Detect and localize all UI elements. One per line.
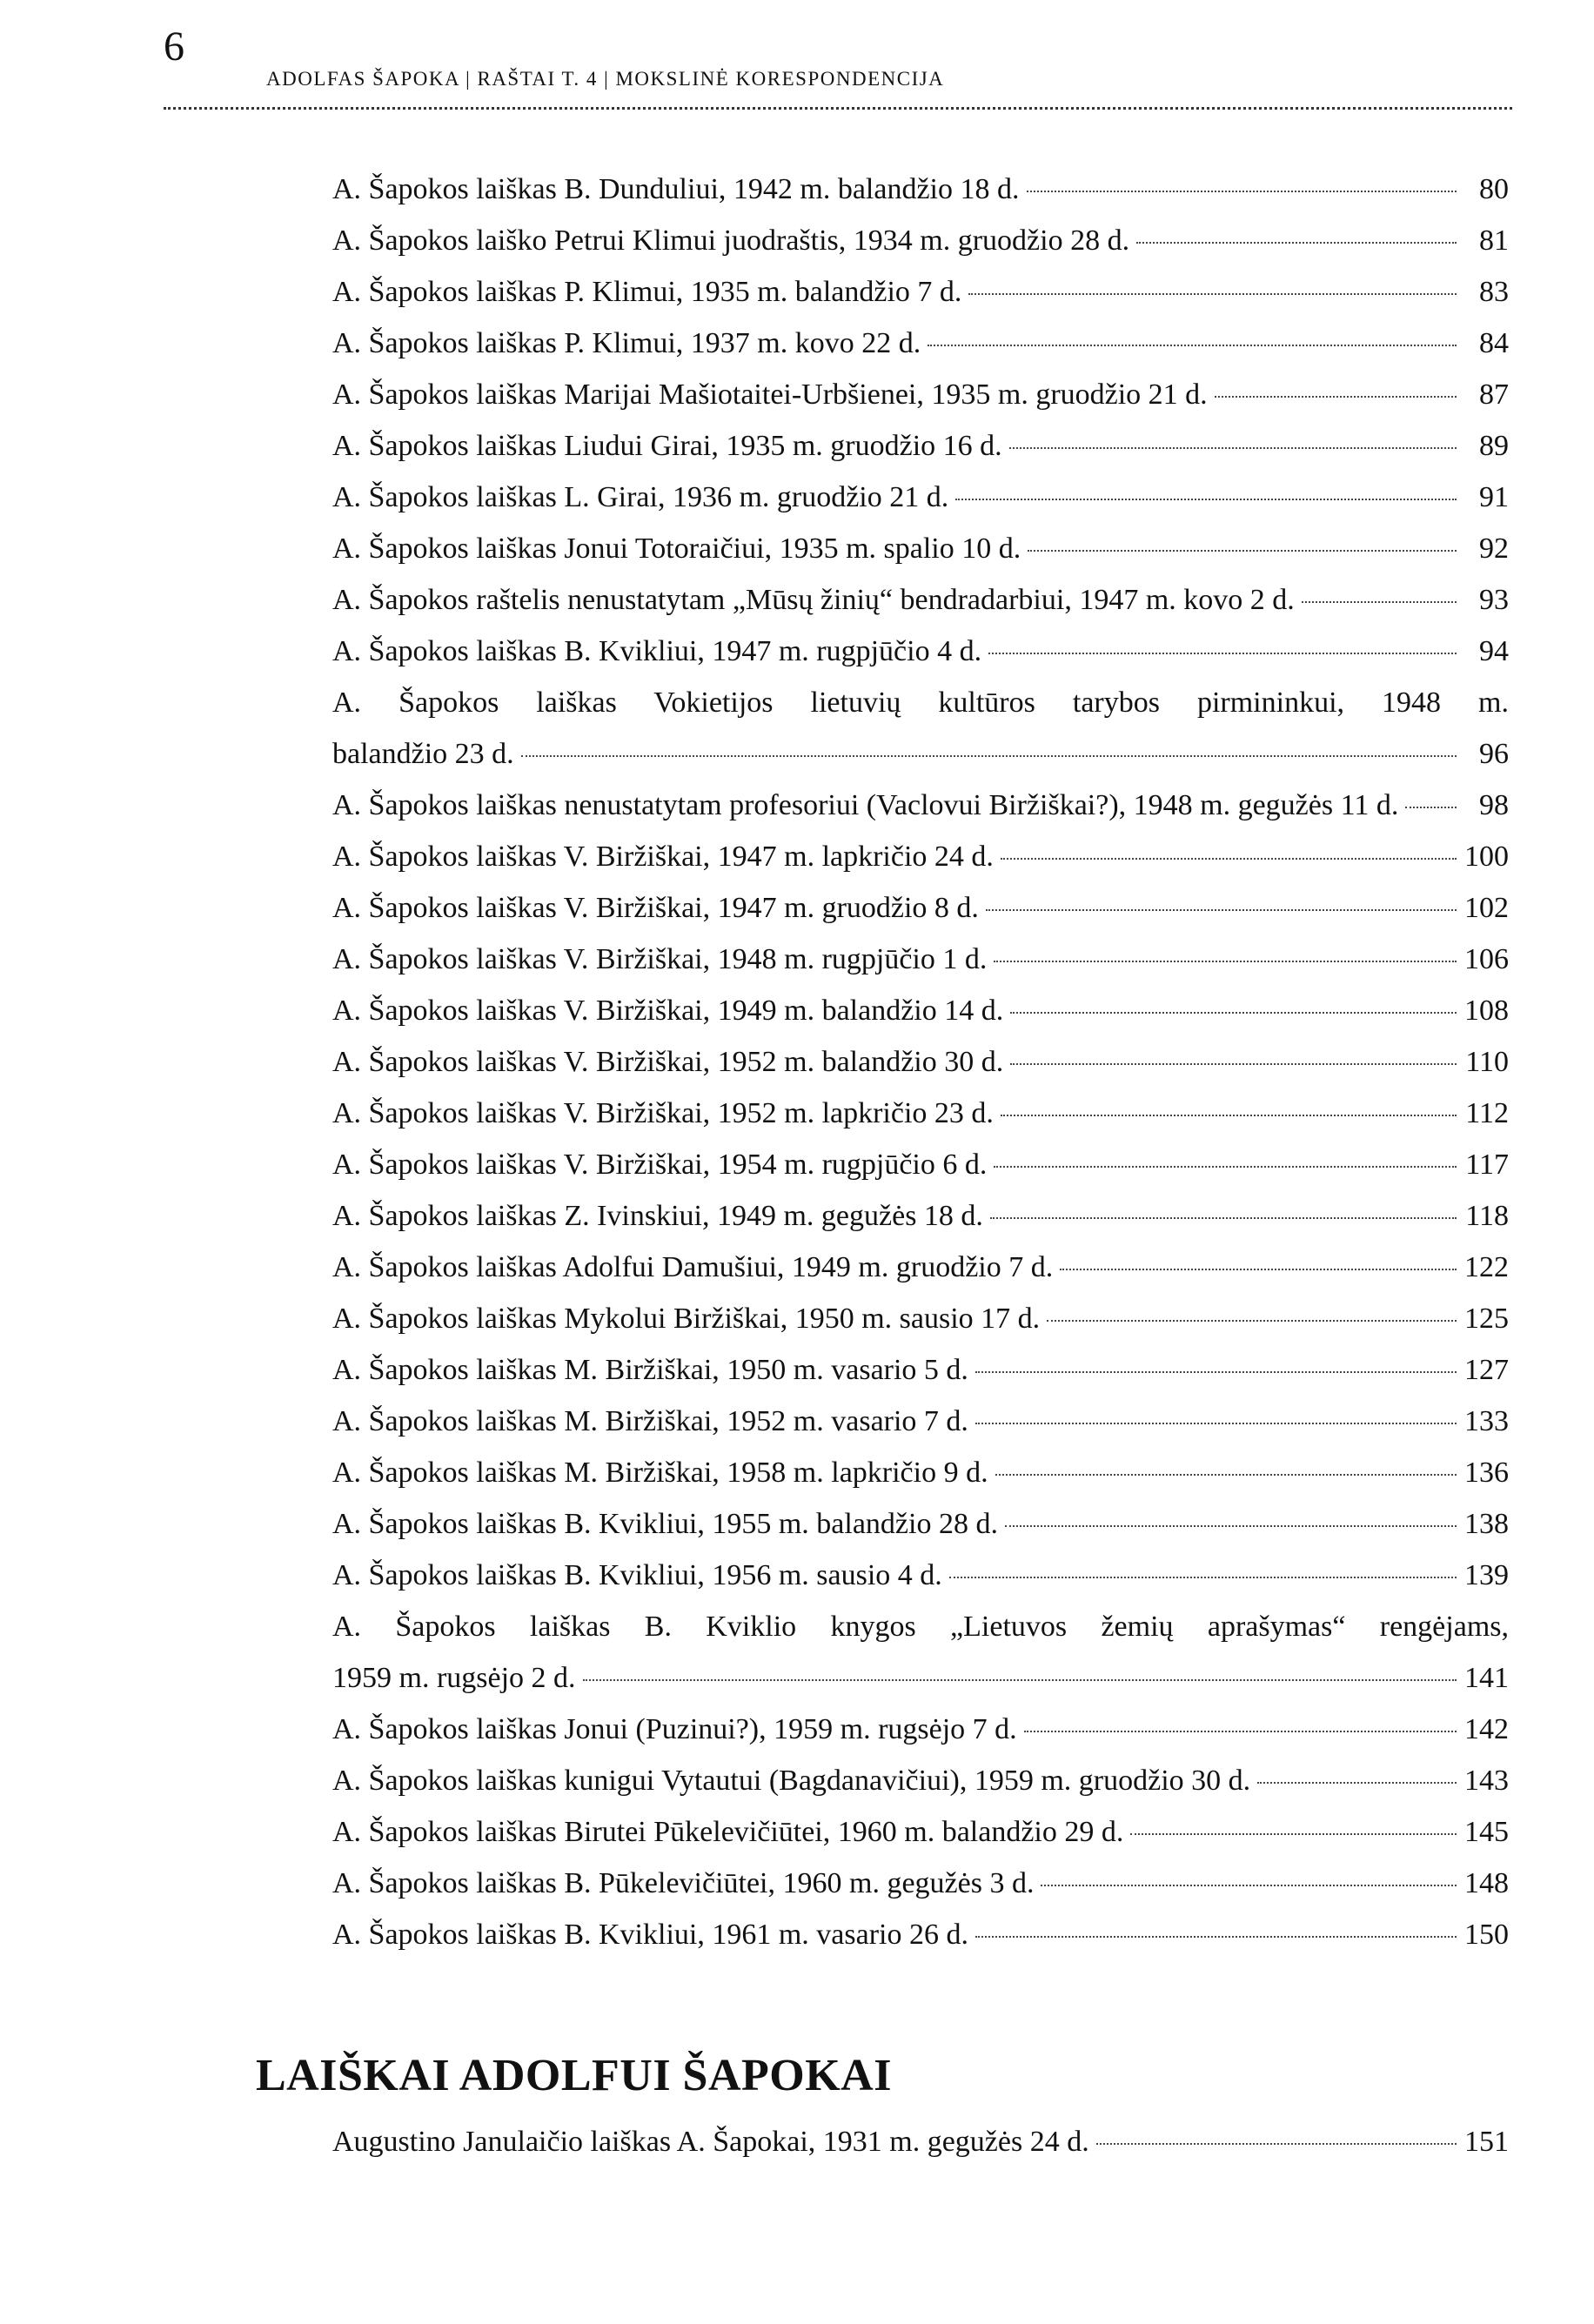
section-title: LAIŠKAI ADOLFUI ŠAPOKAI (256, 2051, 892, 2100)
toc-entry-title: A. Šapokos laiškas Marijai Mašiotaitei-Urbšienei, 1935 m. gruodžio 21 d. (332, 378, 1208, 411)
dot-leader (1024, 1730, 1457, 1732)
toc-entry-title: A. Šapokos laiškas V. Biržiškai, 1949 m. balandžio 14 d. (332, 995, 1004, 1027)
toc-entry-page-number: 84 (1479, 327, 1509, 359)
toc-entry-title: A. Šapokos laiško Petrui Klimui juodraštis, 1934 m. gruodžio 28 d. (332, 224, 1130, 257)
toc-entry-page-number: 112 (1465, 1097, 1509, 1129)
dot-leader (968, 292, 1457, 295)
toc-entry-page-number: 122 (1464, 1251, 1509, 1283)
dot-leader (928, 344, 1457, 346)
toc-entry-title: A. Šapokos laiškas Jonui (Puzinui?), 1959 m. rugsėjo 7 d. (332, 1713, 1017, 1745)
toc-entry-page-number: 100 (1464, 841, 1509, 873)
toc-entry-title: A. Šapokos laiškas Liudui Girai, 1935 m. gruodžio 16 d. (332, 430, 1002, 462)
dot-leader (975, 1935, 1457, 1938)
toc-entry-page-number: 150 (1464, 1919, 1509, 1951)
dot-leader (1047, 1319, 1457, 1322)
toc-entry-page-number: 98 (1479, 789, 1509, 821)
toc-entry-title: A. Šapokos laiškas M. Biržiškai, 1952 m. vasario 7 d. (332, 1405, 968, 1437)
toc-entry-title: 1959 m. rugsėjo 2 d. (332, 1662, 576, 1694)
dot-leader (994, 1165, 1457, 1168)
toc-entry (332, 985, 1509, 1036)
toc-entry-page-number: 108 (1464, 995, 1509, 1027)
toc-entry (332, 882, 1509, 934)
toc-entry-page-number: 133 (1464, 1405, 1509, 1437)
toc-entry (332, 1704, 1509, 1755)
toc-entry (332, 1344, 1509, 1396)
running-head: ADOLFAS ŠAPOKA | RAŠTAI T. 4 | MOKSLINĖ KORESPONDENCIJA (266, 68, 945, 90)
toc-entry-page-number: 93 (1479, 584, 1509, 616)
toc-entry (332, 266, 1509, 318)
toc-entry-title: A. Šapokos laiškas M. Biržiškai, 1950 m. vasario 5 d. (332, 1354, 968, 1386)
toc-entry-page-number: 92 (1479, 532, 1509, 565)
dot-leader (1215, 395, 1457, 398)
dot-leader (1001, 857, 1457, 860)
toc-entry (332, 780, 1509, 831)
dot-leader (988, 652, 1457, 654)
toc-entry-page-number: 106 (1464, 943, 1509, 975)
toc-entry-title: A. Šapokos laiškas V. Biržiškai, 1952 m. balandžio 30 d. (332, 1046, 1004, 1078)
dot-leader (1010, 1062, 1457, 1065)
dot-leader (994, 960, 1457, 962)
toc-entry-title: A. Šapokos laiškas V. Biržiškai, 1947 m. gruodžio 8 d. (332, 892, 979, 924)
toc-entry (332, 1550, 1509, 1601)
toc-entry (332, 215, 1509, 266)
toc-entry-page-number: 91 (1479, 481, 1509, 513)
toc-entry (332, 1088, 1509, 1139)
toc-entry (332, 420, 1509, 472)
toc-entry-title: A. Šapokos laiškas B. Kvikliui, 1961 m. vasario 26 d. (332, 1919, 968, 1951)
dot-leader (949, 1576, 1457, 1578)
toc-entry-page-number: 96 (1479, 738, 1509, 770)
toc-entry (332, 472, 1509, 523)
toc-entry (332, 1909, 1509, 1960)
toc-entry-page-number: 102 (1464, 892, 1509, 924)
toc-entry-page-number: 151 (1464, 2126, 1509, 2158)
toc-entry-title: A. Šapokos laiškas Jonui Totoraičiui, 1935 m. spalio 10 d. (332, 532, 1021, 565)
toc-entry (332, 523, 1509, 574)
dot-leader (583, 1678, 1457, 1681)
toc-entry-page-number: 110 (1465, 1046, 1509, 1078)
toc-entry-page-number: 148 (1464, 1867, 1509, 1899)
toc-entry-title: A. Šapokos laiškas M. Biržiškai, 1958 m. lapkričio 9 d. (332, 1457, 988, 1489)
toc-entry-title: A. Šapokos laiškas L. Girai, 1936 m. gruodžio 21 d. (332, 481, 949, 513)
dot-leader (1027, 190, 1457, 192)
toc-entry-page-number: 145 (1464, 1816, 1509, 1848)
toc-entry (332, 1293, 1509, 1344)
toc-entry-title: A. Šapokos laiškas V. Biržiškai, 1952 m. lapkričio 23 d. (332, 1097, 994, 1129)
toc-entry-title: A. Šapokos laiškas B. Dunduliui, 1942 m. balandžio 18 d. (332, 173, 1020, 205)
toc-entry (332, 1242, 1509, 1293)
toc-entry (332, 677, 1509, 780)
toc-entry (332, 1396, 1509, 1447)
dot-leader (995, 1473, 1457, 1476)
page-header (164, 23, 1512, 113)
toc-entry-title: A. Šapokos laiškas P. Klimui, 1935 m. balandžio 7 d. (332, 276, 962, 308)
toc-entry-title: A. Šapokos laiškas P. Klimui, 1937 m. kovo 22 d. (332, 327, 921, 359)
dot-leader (1136, 241, 1457, 244)
dot-leader (1060, 1268, 1457, 1270)
toc-entry-title: A. Šapokos laiškas nenustatytam profesoriui (Vaclovui Biržiškai?), 1948 m. gegužės 11 d. (332, 789, 1399, 821)
toc-entry (332, 934, 1509, 985)
toc-entry-title: Augustino Janulaičio laiškas A. Šapokai, 1931 m. gegužės 24 d. (332, 2126, 1089, 2158)
toc-entry-title: A. Šapokos laiškas Z. Ivinskiui, 1949 m. gegužės 18 d. (332, 1200, 983, 1232)
toc-entry-page-number: 83 (1479, 276, 1509, 308)
toc-entry-title: A. Šapokos laiškas B. Pūkelevičiūtei, 1960 m. gegužės 3 d. (332, 1867, 1035, 1899)
toc-entry-page-number: 142 (1464, 1713, 1509, 1745)
dot-leader (986, 908, 1457, 911)
dot-leader (1257, 1781, 1457, 1784)
toc-entry-title: A. Šapokos raštelis nenustatytam „Mūsų žinių“ bendradarbiui, 1947 m. kovo 2 d. (332, 584, 1295, 616)
toc-entry-page-number: 143 (1464, 1765, 1509, 1797)
toc-entry (332, 1498, 1509, 1550)
dot-leader (521, 754, 1457, 757)
toc-entry-page-number: 141 (1464, 1662, 1509, 1694)
dot-leader (975, 1422, 1457, 1424)
toc-entry (332, 1139, 1509, 1190)
dot-leader (1010, 1011, 1457, 1014)
toc-entry-page-number: 81 (1479, 224, 1509, 257)
dot-leader (975, 1370, 1457, 1373)
toc-entry-page-number: 80 (1479, 173, 1509, 205)
toc-entry-page-number: 117 (1465, 1149, 1509, 1181)
toc-entry-page-number: 125 (1464, 1303, 1509, 1335)
dot-leader (990, 1216, 1457, 1219)
header-dotted-rule (164, 107, 1512, 110)
toc-entry-title: A. Šapokos laiškas B. Kvikliui, 1955 m. balandžio 28 d. (332, 1508, 998, 1540)
toc-entry-page-number: 136 (1464, 1457, 1509, 1489)
table-of-contents (332, 164, 1509, 1960)
toc-entry (332, 574, 1509, 626)
toc-entry-title-line1: A. Šapokos laiškas B. Kviklio knygos „Lietuvos žemių aprašymas“ rengėjams, (332, 1611, 1509, 1643)
dot-leader (1005, 1524, 1457, 1527)
toc-entry (332, 318, 1509, 369)
toc-entry-title: A. Šapokos laiškas B. Kvikliui, 1947 m. rugpjūčio 4 d. (332, 635, 982, 667)
toc-entry-page-number: 94 (1479, 635, 1509, 667)
toc-entry-page-number: 89 (1479, 430, 1509, 462)
toc-entry-title: A. Šapokos laiškas V. Biržiškai, 1948 m. rugpjūčio 1 d. (332, 943, 988, 975)
toc-entry (332, 1190, 1509, 1242)
toc-entry (332, 1036, 1509, 1088)
toc-entry-page-number: 118 (1465, 1200, 1509, 1232)
toc-entry-title: A. Šapokos laiškas kunigui Vytautui (Bagdanavičiui), 1959 m. gruodžio 30 d. (332, 1765, 1251, 1797)
toc-entry (332, 831, 1509, 882)
toc-entry-page-number: 87 (1479, 378, 1509, 411)
toc-entry-title: A. Šapokos laiškas Birutei Pūkelevičiūtei, 1960 m. balandžio 29 d. (332, 1816, 1124, 1848)
toc-entry (332, 1755, 1509, 1806)
toc-entry (332, 2116, 1509, 2167)
dot-leader (1009, 446, 1457, 449)
toc-entry-title-line1: A. Šapokos laiškas Vokietijos lietuvių kultūros tarybos pirmininkui, 1948 m. (332, 686, 1509, 719)
toc-entry-page-number: 127 (1464, 1354, 1509, 1386)
section-table-of-contents (332, 2116, 1509, 2167)
toc-entry (332, 1858, 1509, 1909)
dot-leader (1041, 1884, 1457, 1886)
dot-leader (955, 498, 1457, 500)
toc-entry (332, 369, 1509, 420)
dot-leader (1028, 549, 1457, 552)
dot-leader (1405, 806, 1457, 808)
dot-leader (1001, 1114, 1457, 1116)
toc-entry (332, 1806, 1509, 1858)
toc-entry (332, 1447, 1509, 1498)
toc-entry-page-number: 138 (1464, 1508, 1509, 1540)
dot-leader (1130, 1832, 1457, 1835)
toc-entry-title: A. Šapokos laiškas V. Biržiškai, 1947 m. lapkričio 24 d. (332, 841, 994, 873)
dot-leader (1302, 600, 1457, 603)
toc-entry-title: A. Šapokos laiškas B. Kvikliui, 1956 m. sausio 4 d. (332, 1559, 942, 1591)
toc-entry (332, 164, 1509, 215)
toc-entry (332, 626, 1509, 677)
toc-entry-title: A. Šapokos laiškas V. Biržiškai, 1954 m. rugpjūčio 6 d. (332, 1149, 988, 1181)
toc-entry-title: balandžio 23 d. (332, 738, 514, 770)
toc-entry-page-number: 139 (1464, 1559, 1509, 1591)
toc-entry-title: A. Šapokos laiškas Mykolui Biržiškai, 1950 m. sausio 17 d. (332, 1303, 1041, 1335)
dot-leader (1096, 2142, 1457, 2145)
toc-entry (332, 1601, 1509, 1704)
toc-entry-title: A. Šapokos laiškas Adolfui Damušiui, 1949 m. gruodžio 7 d. (332, 1251, 1054, 1283)
page-number: 6 (164, 23, 184, 70)
